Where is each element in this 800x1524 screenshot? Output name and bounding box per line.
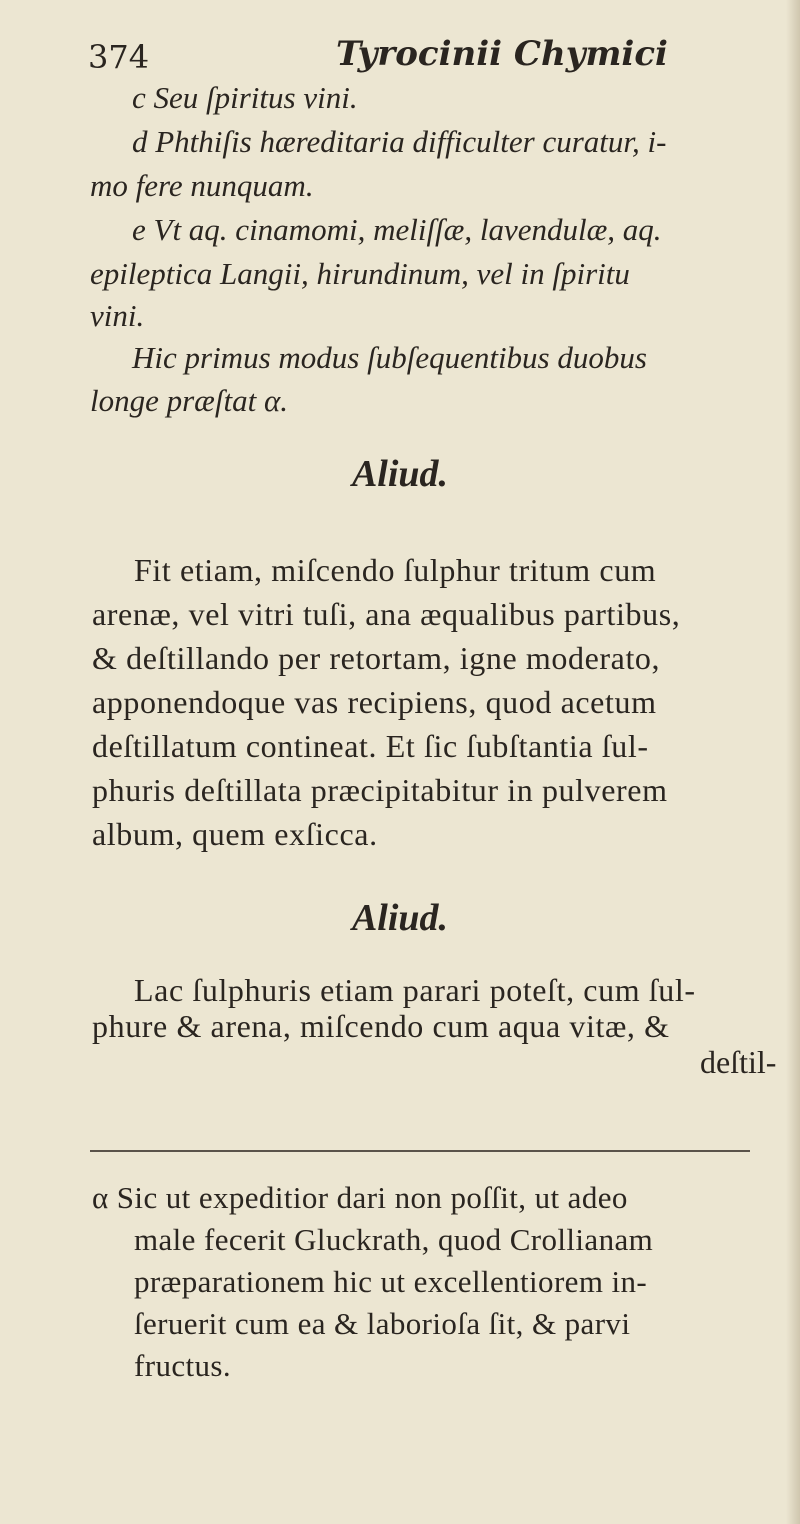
footnote-line: α Sic ut expeditior dari non poſſit, ut adeo: [92, 1180, 628, 1215]
body-line: apponendoque vas recipiens, quod acetum: [92, 684, 657, 720]
footnote-line: ſeruerit cum ea & laborioſa ſit, & parvi: [134, 1306, 631, 1341]
page-edge-shadow: [786, 0, 800, 1524]
page-header: [88, 34, 728, 84]
note-line: c Seu ſpiritus vini.: [132, 80, 358, 115]
footnote-line: male fecerit Gluckrath, quod Crollianam: [134, 1222, 654, 1257]
body-line: phure & arena, miſcendo cum aqua vitæ, &: [92, 1008, 670, 1044]
body-line: phuris deſtillata præcipitabitur in pulverem: [92, 772, 668, 808]
running-title: Tyrocinii Chymici: [336, 34, 668, 74]
note-line: Hic primus modus ſubſequentibus duobus: [132, 340, 647, 375]
section-heading: Aliud.: [351, 453, 449, 495]
note-line: epileptica Langii, hirundinum, vel in ſpiritu: [90, 256, 630, 291]
page-number: 374: [88, 38, 150, 76]
catchword: deſtil-: [700, 1044, 777, 1080]
body-line: album, quem exſicca.: [92, 816, 378, 852]
body-line: Fit etiam, miſcendo ſulphur tritum cum: [134, 552, 657, 588]
note-line: mo fere nunquam.: [90, 168, 314, 203]
body-line: deſtillatum contineat. Et ſic ſubſtantia ſul-: [92, 728, 649, 764]
note-line: longe præſtat α.: [90, 383, 288, 418]
section-heading: Aliud.: [351, 897, 449, 939]
footnote-line: fructus.: [134, 1348, 232, 1383]
note-line: d Phthiſis hæreditaria difficulter curatur, i-: [132, 124, 667, 159]
footnote-line: præparationem hic ut excellentiorem in-: [134, 1264, 648, 1299]
note-line: vini.: [90, 298, 145, 333]
body-line: Lac ſulphuris etiam parari poteſt, cum ſul-: [134, 972, 696, 1008]
footnote-rule: [90, 1150, 750, 1152]
body-line: arenæ, vel vitri tuſi, ana æqualibus partibus,: [92, 596, 681, 632]
body-line: & deſtillando per retortam, igne moderato,: [92, 640, 661, 676]
note-line: e Vt aq. cinamomi, meliſſæ, lavendulæ, aq.: [132, 212, 662, 247]
